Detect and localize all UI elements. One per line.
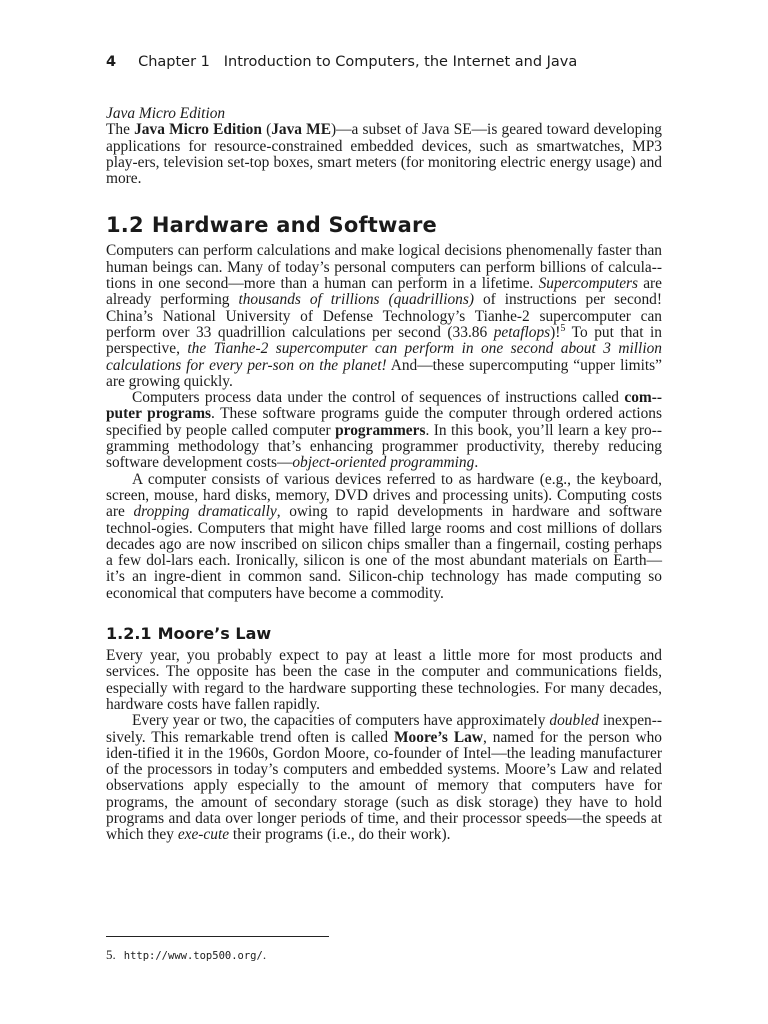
moore-paragraph-1: Every year, you probably expect to pay at least a little more for most products and services. The opposite has been the case in the computer and communications fields, especially with regard to the hardware supporting these technologies. For many decades, hardware costs have fallen rapidly. (106, 647, 662, 713)
running-header (106, 54, 666, 70)
page-number: 4 (106, 54, 117, 70)
section-heading-hardware-software (106, 213, 662, 237)
hw-paragraph-2: Computers process data under the control of sequences of instructions called com-puter programs. These software programs guide the computer through ordered actions specified by people called computer programmers. In this book, you’ll learn a key pro-gramming methodology that’s enhancing programmer productivity, thereby reducing software development costs—object-oriented programming. (106, 389, 662, 472)
hw-paragraph-3: A computer consists of various devices referred to as hardware (e.g., the keyboard, screen, mouse, hard disks, memory, DVD drives and processing units). Computing costs are dropping dramatically, owing to rapid developments in hardware and software technol-ogies. Computers that might have filled large rooms and cost millions of dollars decades ago are now inscribed on silicon chips smaller than a fingernail, costing perhaps a few dol-lars each. Ironically, silicon is one of the most abundant materials on Earth—it’s an ingre-dient in common sand. Silicon-chip technology has made computing so economical that computers have become a commodity. (106, 470, 662, 602)
section-title: Hardware and Software (151, 213, 437, 238)
subsection-number: 1.2.1 (106, 624, 152, 644)
footnote: 5. http://www.top500.org/. (106, 947, 267, 962)
footnote-ref: 5 (560, 322, 566, 334)
jme-subheading: Java Micro Edition (106, 105, 226, 122)
footnote-divider (106, 936, 329, 937)
moore-paragraph-2: Every year or two, the capacities of computers have approximately doubled inexpen-sively. This remarkable trend often is called Moore’s Law, named for the person who iden-tified it in the 1960s, Gordon Moore, co-founder of Intel—the leading manufacturer of the processors in today’s computers and embedded systems. Moore’s Law and related observations apply especially to the amount of memory that computers have for programs, the amount of secondary storage (such as disk storage) they have to hold programs and data over longer periods of time, and their processor speeds—the speeds at which they exe-cute their programs (i.e., do their work). (106, 712, 662, 844)
footnote-link[interactable]: http://www.top500.org/ (123, 950, 263, 962)
hw-paragraph-1: Computers can perform calculations and make logical decisions phenomenally faster than human beings can. Many of today’s personal computers can perform billions of calcula-tions in one second—more than a human can perform in a lifetime. Supercomputers are already performing thousands of trillions (quadrillions) of instructions per second! China’s National University of Defense Technology’s Tianhe-2 supercomputer can perform over 33 quadrillion calculations per second (33.86 petaflops)!$^5$ To put that in perspective, the Tianhe-2 supercomputer can perform in one second about 3 million calculations for every per-son on the planet! And—these supercomputing “upper limits” are growing quickly. (106, 242, 663, 390)
section-number: 1.2 (106, 213, 144, 238)
subsection-heading-moores-law (106, 624, 662, 644)
subsection-title: Moore’s Law (157, 624, 272, 644)
jme-paragraph: The Java Micro Edition (Java ME)—a subset of Java SE—is geared toward developing applications for resource-constrained embedded devices, such as smartwatches, MP3 play-ers, television set-top boxes, smart meters (for monitoring electric energy usage) and more. (106, 121, 662, 188)
running-title: Chapter 1 Introduction to Computers, the Internet and Java (138, 54, 578, 70)
footnote-number: 5. (106, 947, 116, 962)
page-body (106, 106, 662, 844)
